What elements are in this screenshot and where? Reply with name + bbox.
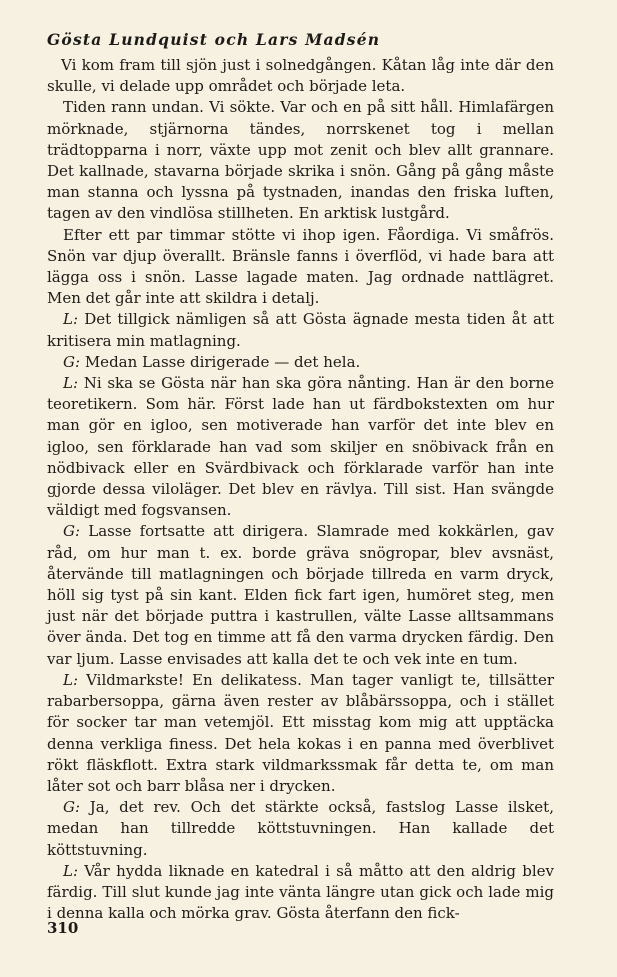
paragraph (47, 352, 554, 373)
speaker-label: L: (63, 670, 79, 689)
speaker-label: G: (63, 522, 81, 541)
paragraph (47, 97, 554, 224)
paragraph (47, 55, 554, 97)
running-head: Gösta Lundquist och Lars Madsén (47, 30, 381, 49)
speaker-label: G: (63, 798, 81, 817)
paragraph (47, 225, 554, 310)
paragraph (47, 373, 554, 521)
paragraph (47, 797, 554, 861)
paragraph-text: Vår hydda liknade en katedral i så måtto att den aldrig blev färdig. Till slut kunde jag inte vänta längre utan gick och lade mig i denna kalla och mörka grav. Gösta återfann den fick- (47, 861, 554, 923)
paragraph-text: Lasse fortsatte att dirigera. Slamrade med kokkärlen, gav råd, om hur man t. ex. borde gräva snögropar, blev avsnäst, återvände till matlagningen och började tillreda en varm dryck, höll sig tyst på sin kant. Elden fick fart igen, humöret steg, men just när det började puttra i kastrullen, välte Lasse alltsammans över ända. Det tog en timme att få den varma drycken färdig. Den var ljum. Lasse envisades att kalla det te och vek inte en tum. (47, 522, 554, 668)
paragraph-text: Medan Lasse dirigerade — det hela. (84, 352, 361, 371)
body-text (47, 55, 554, 924)
speaker-label: L: (63, 374, 79, 393)
speaker-label: L: (63, 861, 79, 880)
paragraph (47, 521, 554, 669)
paragraph-text: Efter ett par timmar stötte vi ihop igen. Fåordiga. Vi småfrös. Snön var djup överallt. Bränsle fanns i överflöd, vi hade bara att lägga oss i snön. Lasse lagade maten. Jag ordnade nattlägret. Men det går inte att skildra i detalj. (47, 225, 554, 308)
paragraph-text: Ni ska se Gösta när han ska göra nånting. Han är den borne teoretikern. Som här. Först lade han ut färdbokstexten om hur man gör en igloo, sen motiverade han varför det inte blev en igloo, sen förklarade han vad som skiljer en snöbivack från en nödbivack eller en Svärdbivack och förklarade varför han inte gjorde dessa viloläger. Det blev en rävlya. Till sist. Han svängde väldigt med fogsvansen. (47, 374, 554, 520)
paragraph-text: Ja, det rev. Och det stärkte också, fastslog Lasse ilsket, medan han tillredde köttstuvningen. Han kallade det köttstuvning. (47, 798, 554, 859)
speaker-label: L: (63, 310, 79, 329)
speaker-label: G: (63, 352, 81, 371)
paragraph (47, 309, 554, 351)
paragraph (47, 861, 554, 925)
paragraph-text: Vildmarkste! En delikatess. Man tager vanligt te, tillsätter rabarbersoppa, gärna även rester av blåbärssoppa, och i stället för socker tar man vetemjöl. Ett misstag kom mig att upptäcka denna verkliga finess. Det hela kokas i en panna med överblivet rökt fläskflott. Extra stark vildmarkssmak får detta te, om man låter sot och barr blåsa ner i drycken. (47, 670, 554, 795)
page-number: 310 (47, 919, 79, 937)
paragraph-text: Vi kom fram till sjön just i solnedgången. Kåtan låg inte där den skulle, vi delade upp området och började leta. (47, 56, 554, 96)
paragraph (47, 670, 554, 797)
paragraph-text: Det tillgick nämligen så att Gösta ägnade mesta tiden åt att kritisera min matlagning. (47, 310, 554, 350)
paragraph-text: Tiden rann undan. Vi sökte. Var och en på sitt håll. Himlafärgen mörknade, stjärnorna tändes, norrskenet tog i mellan trädtopparna i norr, växte upp mot zenit och blev allt grannare. Det kallnade, stavarna började skrika i snön. Gång på gång måste man stanna och lyssna på tystnaden, inandas den friska luften, tagen av den vindlösa stillheten. En arktisk lustgård. (47, 98, 554, 223)
